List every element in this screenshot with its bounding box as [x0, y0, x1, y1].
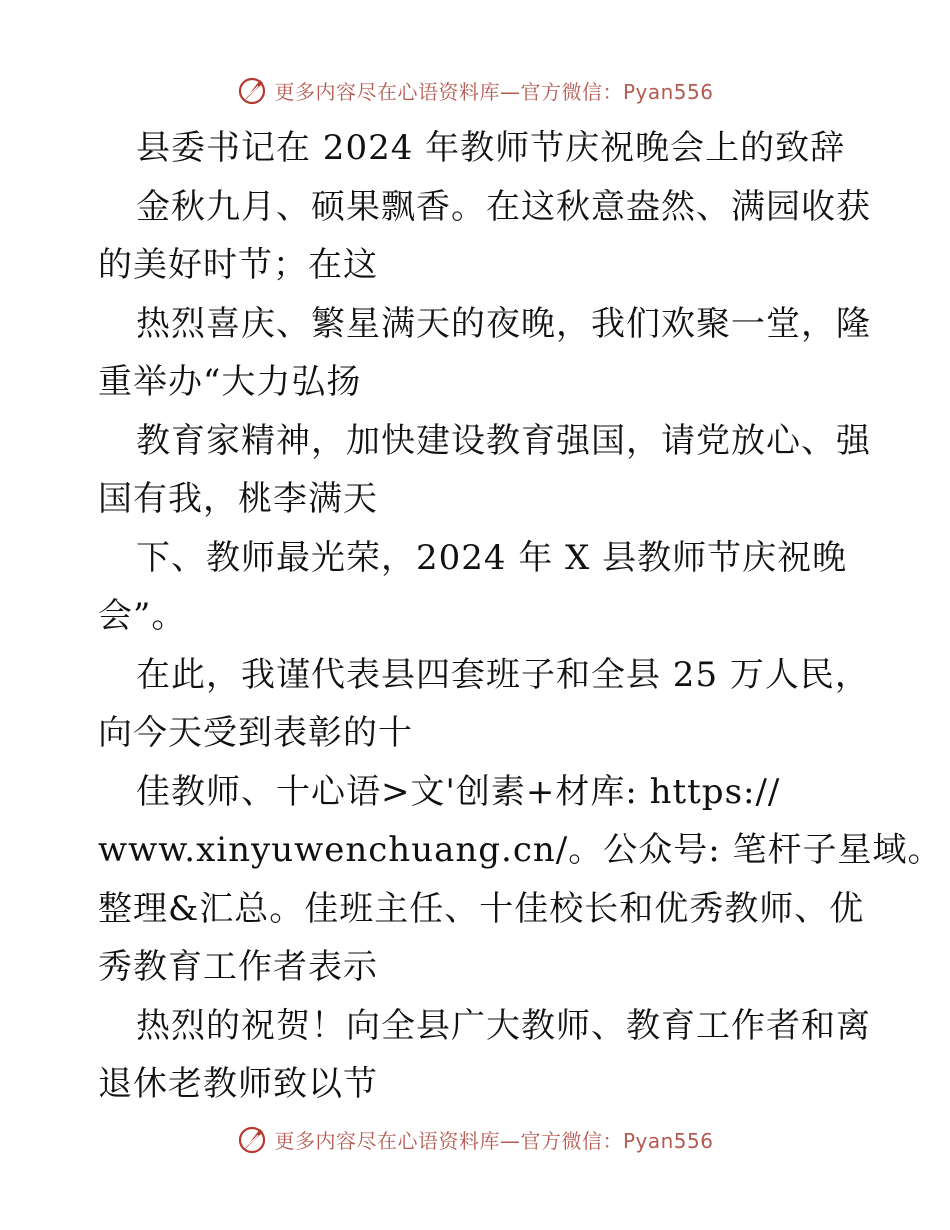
document-body — [98, 119, 943, 1114]
text-line: 下、教师最光荣，2024 年 X 县教师节庆祝晚 — [136, 537, 848, 578]
text-line: 金秋九月、硕果飘香。在这秋意盎然、满园收获 — [136, 186, 871, 227]
text-line: 教育家精神，加快建设教育强国，请党放心、强 — [136, 420, 871, 461]
document-title: 县委书记在 2024 年教师节庆祝晚会上的致辞 — [136, 128, 846, 168]
text-line: 佳教师、十心语>文'创素+材库: https:// — [136, 771, 781, 812]
footer-banner — [0, 1119, 950, 1159]
text-line: 整理&汇总。佳班主任、十佳校长和优秀教师、优 — [98, 888, 865, 929]
text-line: 向今天受到表彰的十 — [98, 713, 413, 753]
text-line: www.xinyuwenchuang.cn/。公众号: 笔杆子星域。 — [98, 830, 943, 870]
text-line: 退休老教师致以节 — [98, 1064, 378, 1104]
text-line: 热烈的祝贺！向全县广大教师、教育工作者和离 — [136, 1005, 871, 1046]
text-line: 热烈喜庆、繁星满天的夜晚，我们欢聚一堂，隆 — [136, 303, 871, 344]
text-line: 会”。 — [98, 596, 187, 636]
banner-text: 更多内容尽在心语资料库—官方微信：Pyan556 — [274, 1128, 714, 1153]
text-line: 国有我，桃李满天 — [98, 479, 378, 519]
header-banner — [0, 70, 950, 110]
text-line: 秀教育工作者表示 — [98, 947, 378, 987]
feather-pen-logo-icon — [236, 74, 268, 106]
text-line: 在此，我谨代表县四套班子和全县 25 万人民， — [136, 654, 870, 695]
text-line: 重举办“大力弘扬 — [98, 362, 362, 402]
banner-text: 更多内容尽在心语资料库—官方微信：Pyan556 — [274, 79, 714, 104]
feather-pen-logo-icon — [236, 1123, 268, 1155]
text-line: 的美好时节；在这 — [98, 245, 378, 285]
